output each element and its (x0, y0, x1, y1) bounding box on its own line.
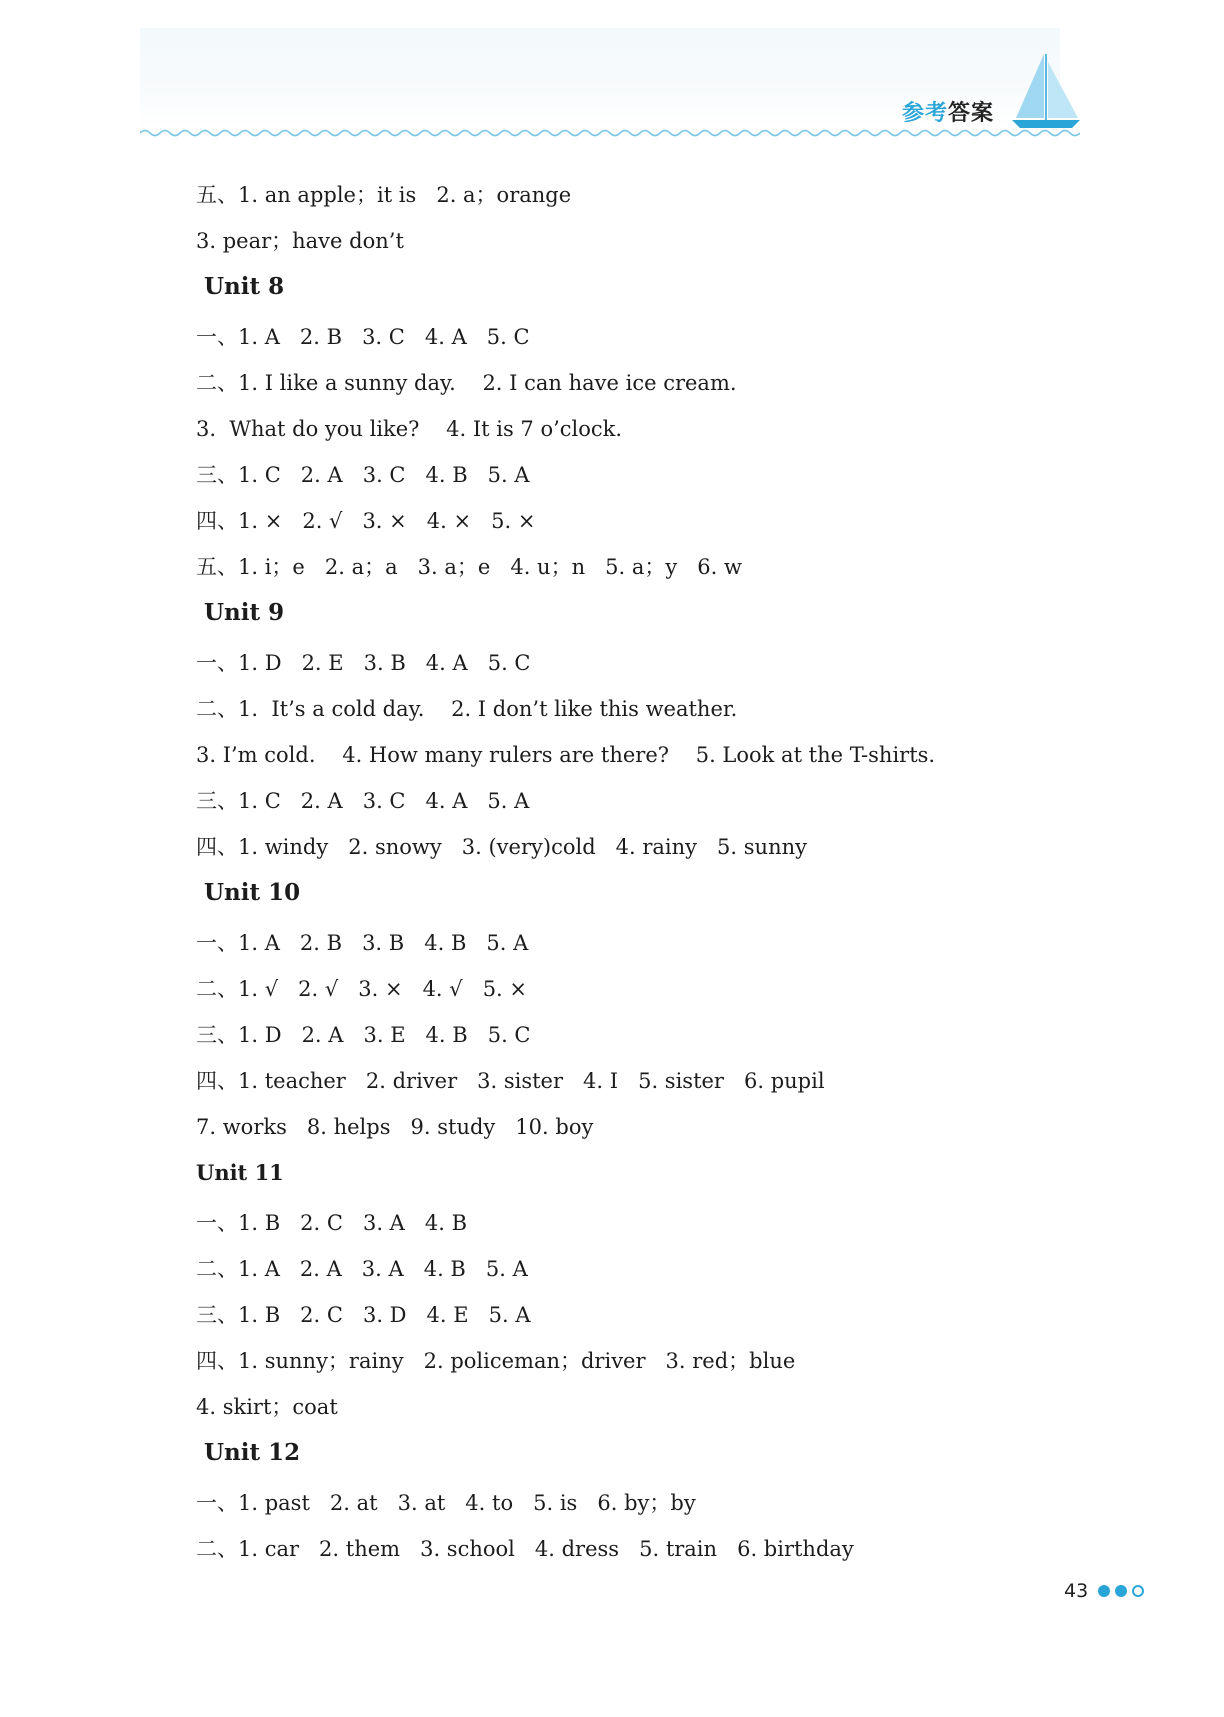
answer-line: 二、1. I like a sunny day. 2. I can have ice cream. (196, 371, 737, 395)
answer-line: 二、1. A 2. A 3. A 4. B 5. A (196, 1257, 528, 1281)
page-footer (1064, 1580, 1149, 1602)
answer-line: 四、1. sunny；rainy 2. policeman；driver 3. red；blue (196, 1349, 796, 1373)
answer-line: 三、1. C 2. A 3. C 4. A 5. A (196, 789, 530, 813)
answer-line: 一、1. A 2. B 3. B 4. B 5. A (196, 931, 529, 955)
sailboat-icon (1010, 52, 1082, 132)
answer-line: 五、1. an apple；it is 2. a；orange (196, 183, 572, 207)
answer-line: 7. works 8. helps 9. study 10. boy (196, 1115, 594, 1139)
header-title-part1: 参考 (902, 101, 949, 126)
answer-line: 4. skirt；coat (196, 1395, 338, 1419)
answer-line: 3. What do you like? 4. It is 7 o’clock. (196, 417, 623, 441)
answer-line: 二、1. car 2. them 3. school 4. dress 5. train 6. birthday (196, 1537, 854, 1561)
unit-heading: Unit 11 (196, 1160, 284, 1185)
answer-line: 一、1. past 2. at 3. at 4. to 5. is 6. by；by (196, 1491, 696, 1515)
answer-line: 二、1. √ 2. √ 3. × 4. √ 5. × (196, 977, 527, 1001)
header-wave-divider (140, 126, 1080, 140)
unit-heading: Unit 12 (204, 1439, 301, 1466)
answer-line: 三、1. C 2. A 3. C 4. B 5. A (196, 463, 530, 487)
answer-line: 一、1. A 2. B 3. C 4. A 5. C (196, 325, 530, 349)
page-dot-icon (1115, 1585, 1127, 1597)
answer-line: 3. pear；have don’t (196, 229, 404, 253)
unit-heading: Unit 8 (204, 273, 285, 300)
header-title-part2: 答案 (948, 101, 995, 126)
answer-line: 二、1. It’s a cold day. 2. I don’t like this weather. (196, 697, 738, 721)
header-title (902, 96, 994, 127)
answer-line: 四、1. × 2. √ 3. × 4. × 5. × (196, 509, 536, 533)
answer-line: 一、1. D 2. E 3. B 4. A 5. C (196, 651, 531, 675)
unit-heading: Unit 9 (204, 599, 285, 626)
answer-line: 四、1. windy 2. snowy 3. (very)cold 4. rainy 5. sunny (196, 835, 807, 859)
page-number: 43 (1064, 1580, 1089, 1602)
page-dot-icon (1098, 1585, 1110, 1597)
answer-line: 三、1. B 2. C 3. D 4. E 5. A (196, 1303, 531, 1327)
answer-line: 3. I’m cold. 4. How many rulers are there? 5. Look at the T-shirts. (196, 743, 936, 767)
page-dot-outline-icon (1132, 1585, 1144, 1597)
answer-line: 三、1. D 2. A 3. E 4. B 5. C (196, 1023, 531, 1047)
unit-heading: Unit 10 (204, 879, 301, 906)
answer-line: 五、1. i；e 2. a；a 3. a；e 4. u；n 5. a；y 6. w (196, 555, 742, 579)
answer-line: 四、1. teacher 2. driver 3. sister 4. I 5. sister 6. pupil (196, 1069, 825, 1093)
answer-key-content (196, 172, 1096, 1572)
answer-line: 一、1. B 2. C 3. A 4. B (196, 1211, 468, 1235)
